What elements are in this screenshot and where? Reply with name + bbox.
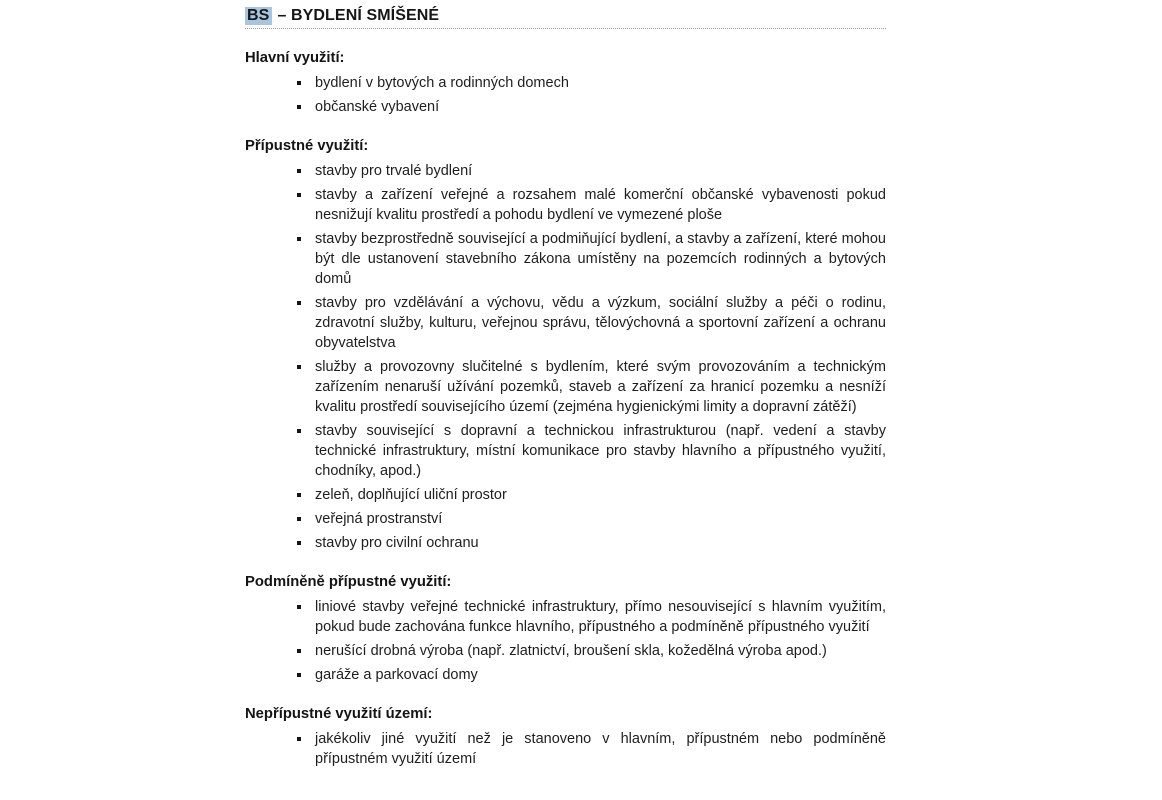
bullet-square-icon xyxy=(297,301,301,305)
list-item xyxy=(245,665,886,685)
list-item-text: liniové stavby veřejné technické infrastruktury, přímo nesouvisející s hlavním využitím, pokud bude zachována funkce hlavního, přípustného a podmíněně přípustného využití xyxy=(315,599,886,635)
bullet-list xyxy=(245,729,886,769)
list-item-text: jakékoliv jiné využití než je stanoveno v hlavním, přípustném nebo podmíněně přípustném využití území xyxy=(315,731,886,767)
bullet-square-icon xyxy=(297,541,301,545)
list-item-text: stavby pro trvalé bydlení xyxy=(315,163,473,179)
list-item-text: zeleň, doplňující uliční prostor xyxy=(315,487,507,503)
list-item xyxy=(245,485,886,505)
list-item-text: stavby související s dopravní a technickou infrastrukturou (např. vedení a stavby technické infrastruktury, místní komunikace pro stavby hlavního a přípustného využití, chodníky, apod.) xyxy=(315,423,886,479)
list-item-text: bydlení v bytových a rodinných domech xyxy=(315,75,569,91)
section-heading: Podmíněně přípustné využití: xyxy=(245,574,452,590)
section-heading: Přípustné využití: xyxy=(245,138,369,154)
list-item xyxy=(245,357,886,417)
section-heading: Nepřípustné využití území: xyxy=(245,706,433,722)
section-heading: Hlavní využití: xyxy=(245,50,345,66)
list-item-text: občanské vybavení xyxy=(315,99,440,115)
list-item xyxy=(245,161,886,181)
bullet-list xyxy=(245,161,886,553)
list-item xyxy=(245,73,886,93)
list-item xyxy=(245,229,886,289)
bullet-square-icon xyxy=(297,81,301,85)
bullet-square-icon xyxy=(297,649,301,653)
section-hlavni-vyuziti xyxy=(245,49,886,117)
list-item xyxy=(245,533,886,553)
bullet-square-icon xyxy=(297,737,301,741)
list-item-text: nerušící drobná výroba (např. zlatnictví, broušení skla, kožedělná výroba apod.) xyxy=(315,643,827,659)
list-item-text: stavby bezprostředně související a podmiňující bydlení, a stavby a zařízení, které mohou být dle ustanovení stavebního zákona umístěny na pozemcích rodinných a bytových domů xyxy=(315,231,886,287)
section-podminene-pripustne-vyuziti xyxy=(245,573,886,685)
list-item xyxy=(245,185,886,225)
bullet-square-icon xyxy=(297,673,301,677)
page-title xyxy=(245,6,886,29)
bullet-square-icon xyxy=(297,429,301,433)
bullet-list xyxy=(245,597,886,685)
section-pripustne-vyuziti xyxy=(245,137,886,553)
list-item-text: veřejná prostranství xyxy=(315,511,443,527)
list-item-text: stavby pro civilní ochranu xyxy=(315,535,479,551)
list-item-text: garáže a parkovací domy xyxy=(315,667,478,683)
list-item xyxy=(245,641,886,661)
list-item xyxy=(245,509,886,529)
list-item xyxy=(245,421,886,481)
bullet-square-icon xyxy=(297,237,301,241)
zone-title-text: – BYDLENÍ SMÍŠENÉ xyxy=(277,7,440,24)
list-item-text: stavby a zařízení veřejné a rozsahem malé komerční občanské vybavenosti pokud nesnižují kvalitu prostředí a pohodu bydlení ve vymezené ploše xyxy=(315,187,886,223)
bullet-square-icon xyxy=(297,365,301,369)
bullet-square-icon xyxy=(297,605,301,609)
bullet-square-icon xyxy=(297,517,301,521)
list-item-text: služby a provozovny slučitelné s bydlením, které svým provozováním a technickým zařízením nenaruší užívání pozemků, staveb a zařízení za hranicí pozemku a nesníží kvalitu prostředí souvisejícího území (zejména hygienickými limity a dopravní zátěží) xyxy=(315,359,886,415)
list-item-text: stavby pro vzdělávání a výchovu, vědu a výzkum, sociální služby a péči o rodinu, zdravotní služby, kulturu, veřejnou správu, tělovýchovná a sportovní zařízení a ochranu obyvatelstva xyxy=(315,295,886,351)
bullet-square-icon xyxy=(297,169,301,173)
list-item xyxy=(245,597,886,637)
section-nepripustne-vyuziti-uzemi xyxy=(245,705,886,769)
list-item xyxy=(245,293,886,353)
list-item xyxy=(245,97,886,117)
document-content xyxy=(245,6,886,773)
zone-code-highlight: BS xyxy=(245,7,272,25)
bullet-square-icon xyxy=(297,105,301,109)
bullet-square-icon xyxy=(297,493,301,497)
bullet-square-icon xyxy=(297,193,301,197)
list-item xyxy=(245,729,886,769)
bullet-list xyxy=(245,73,886,117)
